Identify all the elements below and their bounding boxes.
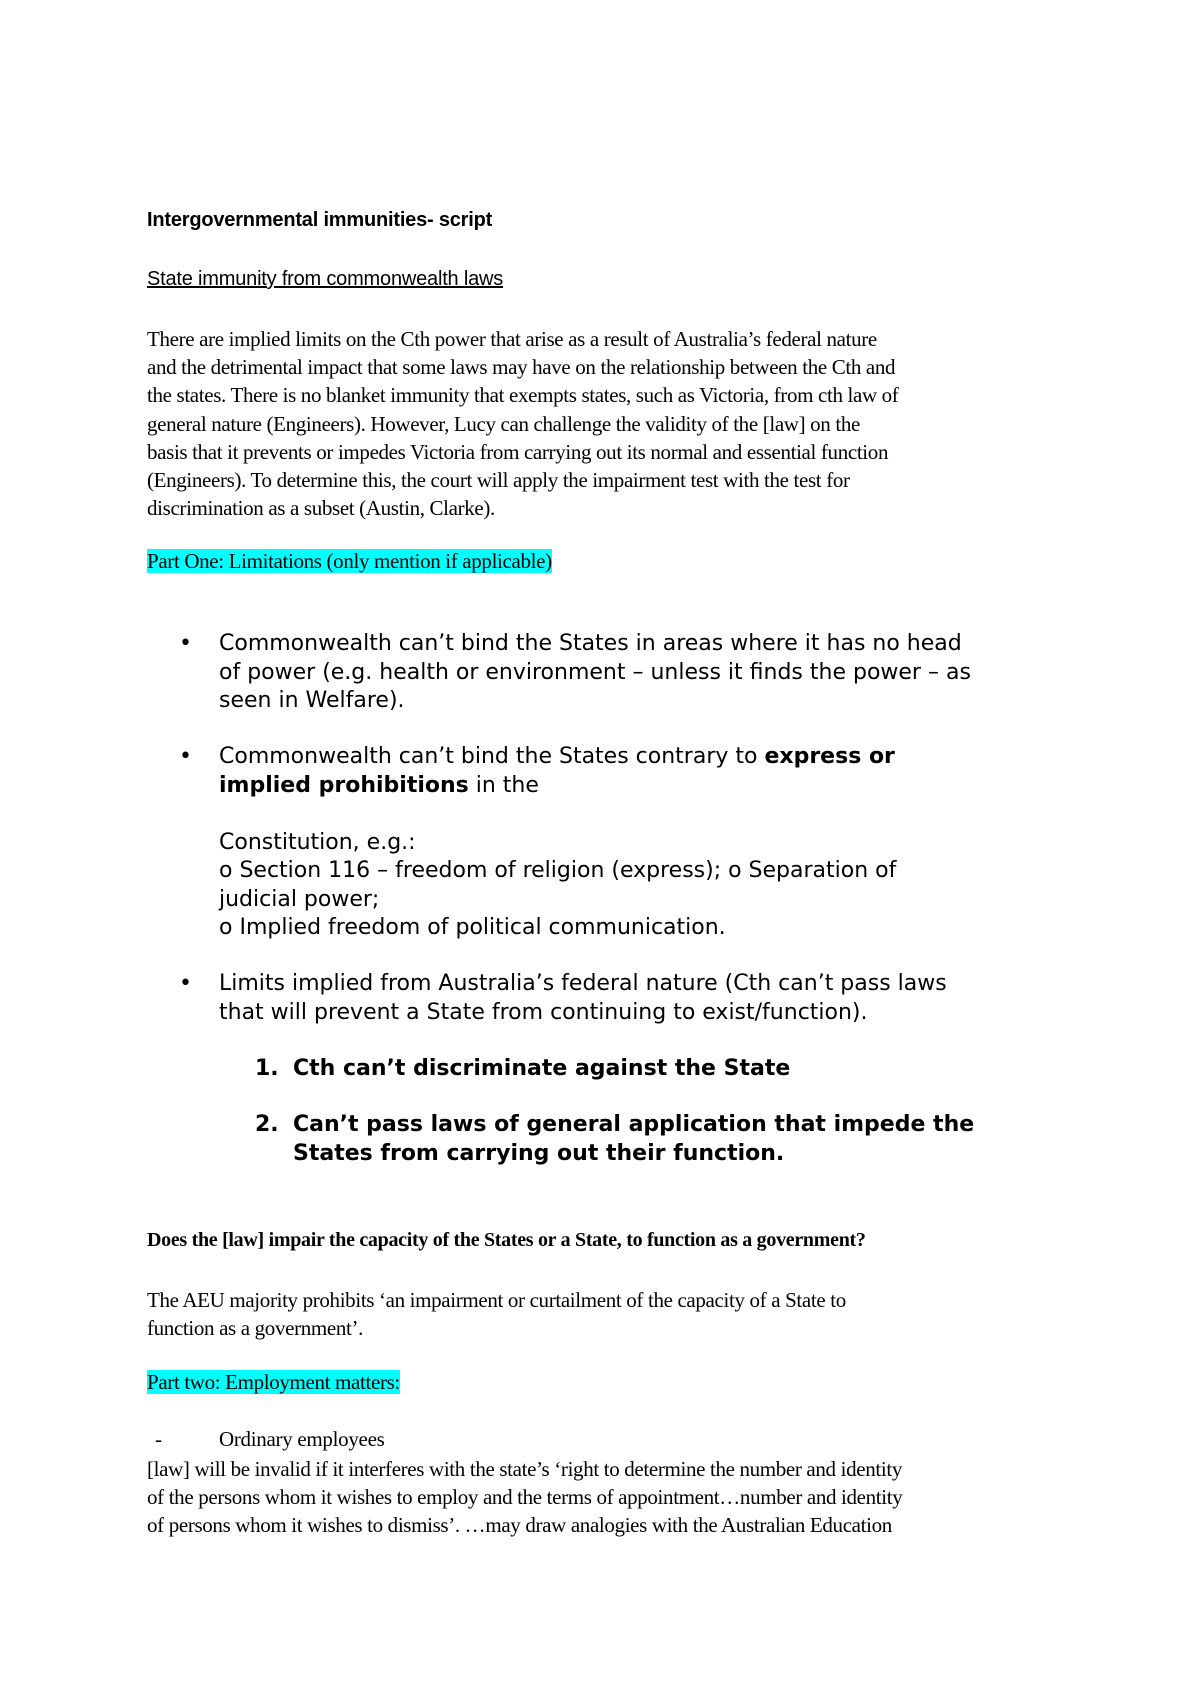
bullet-line: that will prevent a State from continuing to exist/function). [219, 999, 868, 1025]
section-heading: State immunity from commonwealth laws [147, 268, 504, 290]
intro-line: the states. There is no blanket immunity that exempts states, such as Victoria, from cth law of [147, 383, 899, 408]
employment-paragraph [147, 1455, 1087, 1540]
numbered-marker: 2. [255, 1112, 279, 1137]
bullet-line: o Section 116 – freedom of religion (express); o Separation of [219, 858, 897, 883]
intro-line: There are implied limits on the Cth power that arise as a result of Australia’s federal nature [147, 327, 877, 351]
bullet-emphasis: express or [764, 744, 895, 769]
numbered-line: Cth can’t discriminate against the State [293, 1056, 791, 1081]
aeu-line: The AEU majority prohibits ‘an impairment or curtailment of the capacity of a State to [147, 1288, 846, 1312]
numbered-line: States from carrying out their function. [293, 1140, 785, 1166]
bullet-line: Constitution, e.g.: [219, 829, 416, 855]
part-two-highlight: Part two: Employment matters: [147, 1370, 400, 1394]
bullet-marker: • [179, 744, 192, 769]
numbered-line: Can’t pass laws of general application that impede the [293, 1112, 975, 1137]
aeu-paragraph [147, 1286, 1087, 1342]
part-one-highlight: Part One: Limitations (only mention if applicable) [147, 549, 552, 573]
dash-marker: - [155, 1427, 162, 1451]
intro-line: basis that it prevents or impedes Victoria from carrying out its normal and essential function [147, 439, 889, 464]
intro-line: (Engineers). To determine this, the court will apply the impairment test with the test for [147, 468, 850, 493]
bullet-line: Commonwealth can’t bind the States in areas where it has no head [219, 631, 962, 656]
question-heading: Does the [law] impair the capacity of the States or a State, to function as a government? [147, 1229, 866, 1251]
intro-line: general nature (Engineers). However, Lucy can challenge the validity of the [law] on the [147, 411, 860, 436]
intro-line: discrimination as a subset (Austin, Clarke). [147, 496, 495, 521]
bullet-marker: • [179, 971, 192, 996]
bullet-emphasis: implied prohibitions [219, 772, 469, 798]
bullet-text-suffix: in the [468, 772, 539, 798]
numbered-marker: 1. [255, 1056, 279, 1081]
bullet-line [219, 743, 1079, 772]
intro-line: and the detrimental impact that some laws may have on the relationship between the Cth and [147, 355, 896, 380]
employment-line: [law] will be invalid if it interferes with the state’s ‘right to determine the number and identity [147, 1457, 902, 1481]
aeu-line: function as a government’. [147, 1316, 363, 1341]
intro-paragraph [147, 325, 1087, 522]
employment-line: of persons whom it wishes to dismiss’. …may draw analogies with the Australian Education [147, 1513, 892, 1538]
bullet-marker: • [179, 631, 192, 656]
employment-line: of the persons whom it wishes to employ and the terms of appointment…number and identity [147, 1485, 903, 1510]
bullet-line: seen in Welfare). [219, 688, 405, 713]
bullet-line: judicial power; [219, 886, 380, 912]
bullet-line: Limits implied from Australia’s federal nature (Cth can’t pass laws [219, 971, 947, 996]
bullet-line: o Implied freedom of political communication. [219, 915, 726, 940]
part-one-heading [147, 549, 1087, 574]
dash-item-text: Ordinary employees [219, 1427, 385, 1451]
bullet-line: of power (e.g. health or environment – unless it finds the power – as [219, 659, 971, 685]
bullet-text-prefix: Commonwealth can’t bind the States contrary to [219, 744, 765, 769]
part-two-heading [147, 1370, 1087, 1395]
bullet-line [219, 772, 1079, 801]
document-title: Intergovernmental immunities- script [147, 209, 493, 231]
